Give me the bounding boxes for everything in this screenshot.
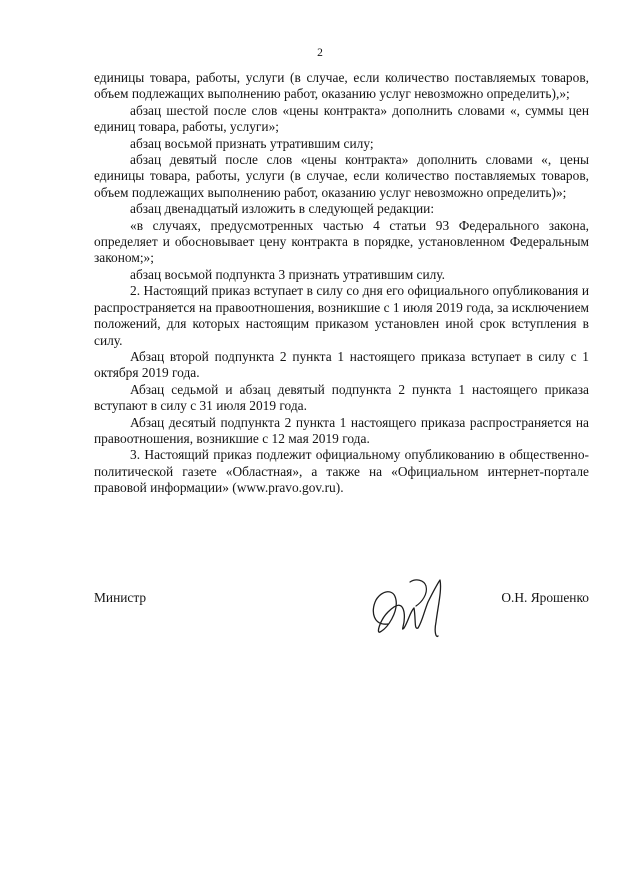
- paragraph: 2. Настоящий приказ вступает в силу со дня его официального опубликования и распространяется на правоотношения, возникшие с 1 июля 2019 года, за исключением положений, для которых настоящим приказом установлен иной срок вступления в силу.: [94, 283, 589, 348]
- paragraph: Абзац десятый подпункта 2 пункта 1 настоящего приказа распространяется на правоотношения, возникшие с 12 мая 2019 года.: [94, 414, 589, 446]
- paragraph: «в случаях, предусмотренных частью 4 статьи 93 Федерального закона, определяет и обосновывает цену контракта в порядке, установленном Федеральным законом;»;: [94, 217, 589, 266]
- signatory-name: О.Н. Ярошенко: [501, 590, 589, 605]
- paragraph: абзац шестой после слов «цены контракта» дополнить словами «, суммы цен единиц товара, работы, услуги»;: [94, 102, 589, 135]
- paragraph: абзац восьмой подпункта 3 признать утратившим силу.: [130, 266, 446, 282]
- document-body: [94, 70, 589, 497]
- paragraph: Абзац второй подпункта 2 пункта 1 настоящего приказа вступает в силу с 1 октября 2019 года.: [94, 348, 589, 381]
- paragraph: единицы товара, работы, услуги (в случае, если количество поставляемых товаров, объем подлежащих выполнению работ, оказанию услуг невозможно определить),»;: [94, 70, 589, 102]
- paragraph: 3. Настоящий приказ подлежит официальному опубликованию в общественно-политической газете «Областная», а также на «Официальном интернет-портале правовой информации» (www.pravo.gov.ru).: [94, 447, 589, 496]
- paragraph: абзац девятый после слов «цены контракта» дополнить словами «, цены единицы товара, работы, услуги (в случае, если количество поставляемых товаров, объем подлежащих выполнению работ, оказанию услуг невозможно определить)»;: [94, 152, 589, 200]
- paragraph: абзац восьмой признать утратившим силу;: [130, 135, 374, 151]
- signature-block: [94, 590, 589, 670]
- page-number: 2: [317, 47, 323, 59]
- paragraph: Абзац седьмой и абзац девятый подпункта 2 пункта 1 настоящего приказа вступают в силу с 31 июля 2019 года.: [94, 381, 589, 414]
- handwritten-signature: [366, 572, 458, 644]
- signatory-title: Министр: [94, 590, 147, 605]
- paragraph: абзац двенадцатый изложить в следующей редакции:: [130, 201, 435, 217]
